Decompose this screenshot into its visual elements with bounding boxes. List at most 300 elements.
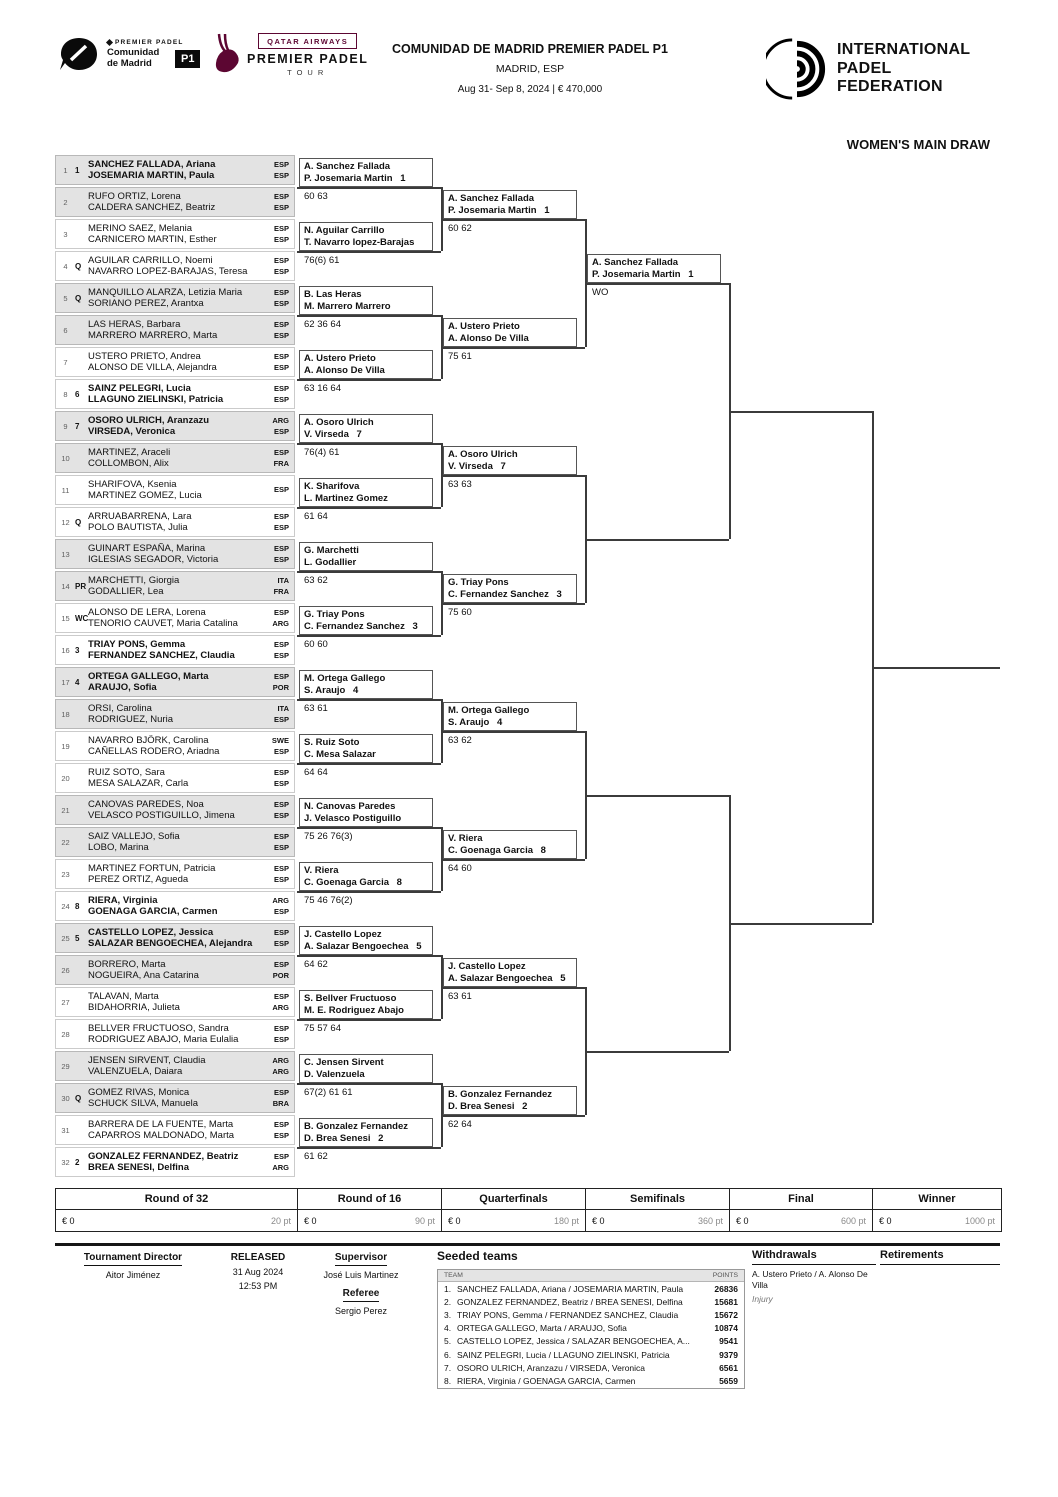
country-codes: ESP POR [272, 959, 289, 980]
seed-number: 4 [353, 684, 359, 696]
r32-team-slot [55, 379, 295, 409]
team-names: LAS HERAS, Barbara MARRERO MARRERO, Marta [88, 318, 218, 341]
r32-team-slot [55, 571, 295, 601]
r32-team-slot [55, 539, 295, 569]
draw-position: 8 [63, 389, 68, 399]
draw-position: 14 [61, 581, 70, 591]
winner-team: A. Osoro Ulrich V. Virseda 7 [299, 414, 433, 443]
winner-team: A. Osoro Ulrich V. Virseda 7 [443, 446, 577, 475]
seed-rank: 8. [444, 1375, 452, 1386]
winner-team: J. Castello Lopez A. Salazar Bengoechea 5 [299, 926, 433, 955]
round-prize-points [586, 1210, 730, 1231]
team-names: ORSI, Carolina RODRIGUEZ, Nuria [88, 702, 173, 725]
entry-tag: 1 [75, 165, 80, 175]
officials-block [306, 1252, 416, 1316]
tournament-director-name: Aitor Jiménez [105, 1270, 161, 1280]
withdrawals-block [752, 1249, 876, 1304]
draw-position: 21 [61, 805, 70, 815]
ranking-points: 20 pt [270, 1215, 291, 1226]
round-prize-points [730, 1210, 873, 1231]
r32-team-slot [55, 315, 295, 345]
prize-money: € 0 [62, 1215, 75, 1226]
r32-team-slot [55, 155, 295, 185]
bracket-line [441, 859, 585, 861]
seeded-teams-heading: Seeded teams [437, 1249, 518, 1263]
country-codes: ESP ESP [273, 1023, 289, 1044]
seed-number: 1 [544, 204, 550, 216]
r32-team-slot [55, 283, 295, 313]
round-label: Semifinals [586, 1189, 730, 1210]
team-names: SANCHEZ FALLADA, Ariana JOSEMARIA MARTIN, Paula [88, 158, 216, 181]
winner-team: A. Sanchez Fallada P. Josemaria Martin 1 [443, 190, 577, 219]
entry-tag: 7 [75, 421, 80, 431]
seeded-teams-table [437, 1269, 745, 1389]
diamond-icon [106, 39, 113, 46]
seeded-team-names: OSORO ULRICH, Aranzazu / VIRSEDA, Veronica [457, 1362, 646, 1373]
r32-team-slot [55, 1083, 295, 1113]
seed-rank: 3. [444, 1309, 452, 1320]
match-score: 63 62 [304, 575, 328, 586]
country-codes: ESP ESP [273, 351, 289, 372]
ranking-points: 90 pt [414, 1215, 435, 1226]
withdrawal-reason: Injury [752, 1294, 773, 1304]
winner-team: N. Aguilar Carrillo T. Navarro lopez-Barajas [299, 222, 433, 251]
seed-rank: 1. [444, 1283, 452, 1294]
winner-team: S. Ruiz Soto C. Mesa Salazar [299, 734, 433, 763]
match-score: 76(4) 61 [304, 447, 340, 458]
winner-team: J. Castello Lopez A. Salazar Bengoechea 5 [443, 958, 577, 987]
winner-team: B. Las Heras M. Marrero Marrero [299, 286, 433, 315]
bracket-line [297, 379, 441, 381]
premier-padel-madrid-logo [58, 36, 200, 72]
ranking-points: 180 pt [553, 1215, 579, 1226]
match-score: 63 61 [448, 991, 472, 1002]
draw-position: 16 [61, 645, 70, 655]
draw-position: 2 [63, 197, 68, 207]
team-names: SAIZ VALLEJO, Sofia LOBO, Marina [88, 830, 180, 853]
draw-position: 7 [63, 357, 68, 367]
team-names: RUFO ORTIZ, Lorena CALDERA SANCHEZ, Beatriz [88, 190, 216, 213]
seed-number: 2 [522, 1100, 528, 1112]
seed-rank: 4. [444, 1323, 452, 1334]
seed-number: 5 [560, 972, 566, 984]
seeded-team-row [438, 1308, 744, 1321]
winner-team: A. Sanchez Fallada P. Josemaria Martin 1 [587, 254, 721, 283]
seeded-team-names: ORTEGA GALLEGO, Marta / ARAUJO, Sofia [457, 1323, 627, 1334]
bracket-line [297, 955, 441, 957]
seeded-team-names: GONZALEZ FERNANDEZ, Beatriz / BREA SENESI, Delfina [457, 1296, 683, 1307]
match-score: 64 62 [304, 959, 328, 970]
bracket-line [297, 635, 441, 637]
team-names: MANQUILLO ALARZA, Letizia Maria SORIANO PEREZ, Arantxa [88, 286, 243, 309]
seeded-team-points: 5659 [719, 1375, 738, 1386]
seeded-table-rows [438, 1282, 744, 1388]
seed-number: 5 [416, 940, 422, 952]
draw-position: 11 [61, 485, 70, 495]
bracket-line [441, 219, 585, 221]
entry-tag: 2 [75, 1157, 80, 1167]
r32-team-slot [55, 955, 295, 985]
country-codes: ESP POR [272, 671, 289, 692]
country-codes: ESP ESP [273, 639, 289, 660]
team-names: GUINART ESPAÑA, Marina IGLESIAS SEGADOR, Victoria [88, 542, 219, 565]
country-codes: ESP BRA [272, 1087, 289, 1108]
bracket-line [297, 443, 441, 445]
country-codes: ESP ESP [273, 159, 289, 180]
seed-rank: 2. [444, 1296, 452, 1307]
country-codes: ARG ESP [272, 895, 289, 916]
seed-number: 3 [556, 588, 562, 600]
winner-team: S. Bellver Fructuoso M. E. Rodriguez Abajo [299, 990, 433, 1019]
seed-rank: 6. [444, 1349, 452, 1360]
r32-team-slot [55, 923, 295, 953]
country-codes: ITA ESP [273, 703, 289, 724]
seeded-team-points: 9541 [719, 1336, 738, 1347]
prize-money: € 0 [592, 1215, 605, 1226]
team-names: CASTELLO LOPEZ, Jessica SALAZAR BENGOECHEA, Alejandra [88, 926, 253, 949]
country-codes: ARG ESP [272, 415, 289, 436]
country-codes: ITA FRA [273, 575, 289, 596]
r32-team-slot [55, 795, 295, 825]
seed-number: 3 [412, 620, 418, 632]
country-codes: ESP ESP [273, 255, 289, 276]
match-score: 63 62 [448, 735, 472, 746]
team-column-header: TEAM [444, 1272, 463, 1279]
team-names: SAINZ PELEGRI, Lucia LLAGUNO ZIELINSKI, Patricia [88, 382, 224, 405]
team-names: USTERO PRIETO, Andrea ALONSO DE VILLA, Alejandra [88, 350, 217, 373]
country-codes: ESP ARG [272, 1151, 289, 1172]
seeded-team-names: TRIAY PONS, Gemma / FERNANDEZ SANCHEZ, Claudia [457, 1309, 679, 1320]
r32-team-slot [55, 347, 295, 377]
seeded-team-points: 15672 [714, 1309, 738, 1320]
entry-tag: 8 [75, 901, 80, 911]
round-points-row [56, 1210, 1001, 1231]
ranking-points: 600 pt [840, 1215, 866, 1226]
released-label: RELEASED [230, 1252, 286, 1263]
country-codes: ESP ARG [272, 607, 289, 628]
r32-team-slot [55, 827, 295, 857]
bracket-line [297, 187, 441, 189]
draw-position: 1 [63, 165, 68, 175]
r32-team-slot [55, 219, 295, 249]
retirements-block [880, 1249, 1000, 1265]
match-score: 75 26 76(3) [304, 831, 353, 842]
bracket-line [297, 507, 441, 509]
match-score: 60 60 [304, 639, 328, 650]
winner-team: V. Riera C. Goenaga Garcia 8 [443, 830, 577, 859]
team-names: SHARIFOVA, Ksenia MARTINEZ GOMEZ, Lucia [88, 478, 202, 501]
match-score: 76(6) 61 [304, 255, 340, 266]
team-names: BORRERO, Marta NOGUEIRA, Ana Catarina [88, 958, 199, 981]
bracket-line [585, 283, 729, 285]
team-names: ALONSO DE LERA, Lorena TENORIO CAUVET, Maria Catalina [88, 606, 238, 629]
country-codes: ESP ESP [273, 1119, 289, 1140]
seed-rank: 7. [444, 1362, 452, 1373]
bracket-line [297, 315, 441, 317]
match-score: 64 64 [304, 767, 328, 778]
entry-tag: Q [75, 517, 82, 527]
premier-padel-label: PREMIER PADEL [247, 52, 369, 66]
seeded-team-points: 15681 [714, 1296, 738, 1307]
bracket-line [729, 923, 872, 925]
match-score: 75 60 [448, 607, 472, 618]
seed-number: 8 [540, 844, 546, 856]
seed-number: 7 [356, 428, 362, 440]
prize-money: € 0 [304, 1215, 317, 1226]
team-names: JENSEN SIRVENT, Claudia VALENZUELA, Daiara [88, 1054, 206, 1077]
footer-divider [55, 1243, 1000, 1246]
country-codes: ESP ESP [273, 799, 289, 820]
comunidad-madrid-label: Comunidad de Madrid [107, 47, 160, 69]
winner-team: G. Triay Pons C. Fernandez Sanchez 3 [299, 606, 433, 635]
r32-team-slot [55, 763, 295, 793]
draw-position: 29 [61, 1061, 70, 1071]
seeded-team-row [438, 1295, 744, 1308]
team-names: ORTEGA GALLEGO, Marta ARAUJO, Sofia [88, 670, 209, 693]
draw-position: 9 [63, 421, 68, 431]
referee-label: Referee [343, 1288, 380, 1302]
ipf-wordmark: INTERNATIONAL PADEL FEDERATION [837, 41, 971, 96]
bracket-line [297, 891, 441, 893]
r32-team-slot [55, 251, 295, 281]
bracket-line [297, 251, 441, 253]
team-names: AGUILAR CARRILLO, Noemi NAVARRO LOPEZ-BARAJAS, Teresa [88, 254, 248, 277]
r32-team-slot [55, 1115, 295, 1145]
team-names: OSORO ULRICH, Aranzazu VIRSEDA, Veronica [88, 414, 210, 437]
r32-team-slot [55, 603, 295, 633]
team-names: TRIAY PONS, Gemma FERNANDEZ SANCHEZ, Claudia [88, 638, 235, 661]
seed-number: 1 [688, 268, 694, 280]
draw-position: 30 [61, 1093, 70, 1103]
country-codes: ESP ESP [273, 927, 289, 948]
r32-team-slot [55, 731, 295, 761]
ipf-rings-icon [766, 38, 828, 100]
points-column-header: POINTS [712, 1272, 738, 1279]
seed-number: 4 [497, 716, 503, 728]
draw-position: 26 [61, 965, 70, 975]
round-labels-row [56, 1189, 1001, 1210]
country-codes: ESP ESP [273, 383, 289, 404]
tournament-location: MADRID, ESP [495, 63, 565, 75]
team-names: RUIZ SOTO, Sara MESA SALAZAR, Carla [88, 766, 189, 789]
draw-position: 17 [61, 677, 70, 687]
bracket-line [297, 1083, 441, 1085]
draw-position: 6 [63, 325, 68, 335]
match-score: 62 36 64 [304, 319, 341, 330]
draw-position: 13 [61, 549, 70, 559]
match-score: 60 62 [448, 223, 472, 234]
bracket-line [585, 1051, 729, 1053]
winner-team: G. Triay Pons C. Fernandez Sanchez 3 [443, 574, 577, 603]
bracket-line [297, 1147, 441, 1149]
country-codes: ESP ARG [272, 991, 289, 1012]
draw-position: 24 [61, 901, 70, 911]
entry-tag: Q [75, 261, 82, 271]
draw-position: 25 [61, 933, 70, 943]
seeded-team-names: CASTELLO LOPEZ, Jessica / SALAZAR BENGOECHEA, A... [457, 1336, 690, 1347]
country-codes: ESP ESP [273, 223, 289, 244]
tournament-header [340, 42, 720, 95]
draw-position: 20 [61, 773, 70, 783]
bracket-line [441, 347, 585, 349]
winner-team: C. Jensen Sirvent D. Valenzuela [299, 1054, 433, 1083]
match-score: 61 62 [304, 1151, 328, 1162]
country-codes: ARG ARG [272, 1055, 289, 1076]
team-names: MERINO SAEZ, Melania CARNICERO MARTIN, Esther [88, 222, 217, 245]
seeded-team-names: RIERA, Virginia / GOENAGA GARCIA, Carmen [457, 1375, 636, 1386]
prize-money: € 0 [448, 1215, 461, 1226]
draw-position: 12 [61, 517, 70, 527]
r32-team-slot [55, 635, 295, 665]
seeded-team-row [438, 1282, 744, 1295]
bracket-line [585, 795, 729, 797]
winner-team: N. Canovas Paredes J. Velasco Postiguillo [299, 798, 433, 827]
seeded-table-header [438, 1270, 744, 1282]
winner-team: A. Sanchez Fallada P. Josemaria Martin 1 [299, 158, 433, 187]
draw-position: 28 [61, 1029, 70, 1039]
winner-team: B. Gonzalez Fernandez D. Brea Senesi 2 [443, 1086, 577, 1115]
seeded-team-names: SANCHEZ FALLADA, Ariana / JOSEMARIA MARTIN, Paula [457, 1283, 684, 1294]
team-names: ARRUABARRENA, Lara POLO BAUTISTA, Julia [88, 510, 192, 533]
match-score: WO [592, 287, 609, 298]
round-label: Round of 16 [298, 1189, 442, 1210]
country-codes: SWE ESP [271, 735, 289, 756]
tournament-dates-prize: Aug 31- Sep 8, 2024 | € 470,000 [457, 84, 603, 95]
entry-tag: WC [75, 613, 89, 623]
prize-money: € 0 [879, 1215, 892, 1226]
r32-team-slot [55, 667, 295, 697]
draw-position: 27 [61, 997, 70, 1007]
match-score: 61 64 [304, 511, 328, 522]
match-score: 63 61 [304, 703, 328, 714]
seeded-team-row [438, 1348, 744, 1361]
premier-padel-wordmark: PREMIER PADEL [107, 39, 200, 46]
seeded-team-row [438, 1361, 744, 1374]
seeded-team-names: SAINZ PELEGRI, Lucia / LLAGUNO ZIELINSKI, Patricia [457, 1349, 670, 1360]
match-score: 63 63 [448, 479, 472, 490]
tournament-title: COMUNIDAD DE MADRID PREMIER PADEL P1 [392, 42, 668, 56]
match-score: 60 63 [304, 191, 328, 202]
bracket-line [297, 763, 441, 765]
seed-number: 8 [396, 876, 402, 888]
entry-tag: PR [75, 581, 87, 591]
draw-position: 19 [61, 741, 70, 751]
winner-team: G. Marchetti L. Godallier [299, 542, 433, 571]
oryx-icon [214, 33, 240, 75]
round-prize-points [873, 1210, 1001, 1231]
entry-tag: 6 [75, 389, 80, 399]
seeded-team-points: 6561 [719, 1362, 738, 1373]
country-codes: ESP [273, 485, 289, 495]
match-score: 62 64 [448, 1119, 472, 1130]
team-names: RIERA, Virginia GOENAGA GARCIA, Carmen [88, 894, 218, 917]
winner-team: M. Ortega Gallego S. Araujo 4 [299, 670, 433, 699]
r32-team-slot [55, 475, 295, 505]
country-codes: ESP ESP [273, 511, 289, 532]
country-codes: ESP ESP [273, 831, 289, 852]
bracket-line [441, 987, 585, 989]
round-label: Round of 32 [56, 1189, 298, 1210]
country-codes: ESP ESP [273, 287, 289, 308]
seeded-team-points: 10874 [714, 1323, 738, 1334]
seed-rank: 5. [444, 1336, 452, 1347]
seeded-team-points: 9379 [719, 1349, 738, 1360]
r32-team-slot [55, 699, 295, 729]
seed-number: 7 [500, 460, 506, 472]
draw-position: 31 [61, 1125, 70, 1135]
winner-team: B. Gonzalez Fernandez D. Brea Senesi 2 [299, 1118, 433, 1147]
bracket-line [729, 411, 872, 413]
team-names: CANOVAS PAREDES, Noa VELASCO POSTIGUILLO, Jimena [88, 798, 235, 821]
bracket-line [297, 571, 441, 573]
referee-name: Sergio Perez [334, 1306, 388, 1316]
entry-tag: Q [75, 293, 82, 303]
withdrawals-heading: Withdrawals [752, 1249, 876, 1265]
supervisor-name: José Luis Martinez [323, 1270, 399, 1280]
entry-tag: 5 [75, 933, 80, 943]
winner-team: V. Riera C. Goenaga Garcia 8 [299, 862, 433, 891]
draw-position: 4 [63, 261, 68, 271]
seeded-team-row [438, 1374, 744, 1387]
draw-position: 3 [63, 229, 68, 239]
bracket-line [441, 603, 585, 605]
round-prize-points [298, 1210, 442, 1231]
tournament-director-block [58, 1252, 208, 1280]
bracket-line [297, 827, 441, 829]
country-codes: ESP ESP [273, 767, 289, 788]
r32-team-slot [55, 859, 295, 889]
r32-team-slot [55, 507, 295, 537]
team-names: TALAVAN, Marta BIDAHORRIA, Julieta [88, 990, 180, 1013]
bracket-line [297, 699, 441, 701]
tournament-director-label: Tournament Director [84, 1252, 182, 1266]
entry-tag: Q [75, 1093, 82, 1103]
withdrawn-team: A. Ustero Prieto / A. Alonso De Villa [752, 1269, 868, 1290]
seeded-team-row [438, 1322, 744, 1335]
r32-team-slot [55, 1147, 295, 1177]
round-label: Final [730, 1189, 873, 1210]
round-label: Quarterfinals [442, 1189, 586, 1210]
country-codes: ESP ESP [273, 319, 289, 340]
r32-team-slot [55, 443, 295, 473]
prize-money: € 0 [736, 1215, 749, 1226]
winner-team: M. Ortega Gallego S. Araujo 4 [443, 702, 577, 731]
round-prize-points [442, 1210, 586, 1231]
seeded-team-points: 26836 [714, 1283, 738, 1294]
released-time: 12:53 PM [238, 1281, 278, 1291]
released-date: 31 Aug 2024 [232, 1267, 284, 1277]
round-label: Winner [873, 1189, 1001, 1210]
bracket-line [441, 475, 585, 477]
draw-position: 22 [61, 837, 70, 847]
bracket-line [441, 1115, 585, 1117]
qatar-airways-label: QATAR AIRWAYS [258, 33, 357, 49]
r32-team-slot [55, 1051, 295, 1081]
draw-position: 15 [61, 613, 70, 623]
team-names: GONZALEZ FERNANDEZ, Beatriz BREA SENESI, Delfina [88, 1150, 239, 1173]
r32-team-slot [55, 987, 295, 1017]
match-score: 64 60 [448, 863, 472, 874]
ranking-points: 360 pt [697, 1215, 723, 1226]
winner-team: K. Sharifova L. Martinez Gomez [299, 478, 433, 507]
r32-team-slot [55, 891, 295, 921]
released-block [212, 1252, 304, 1291]
r32-team-slot [55, 187, 295, 217]
team-names: NAVARRO BJÖRK, Carolina CAÑELLAS RODERO, Ariadna [88, 734, 220, 757]
round-prize-points [56, 1210, 298, 1231]
seed-number: 1 [400, 172, 406, 184]
winner-team: A. Ustero Prieto A. Alonso De Villa [299, 350, 433, 379]
